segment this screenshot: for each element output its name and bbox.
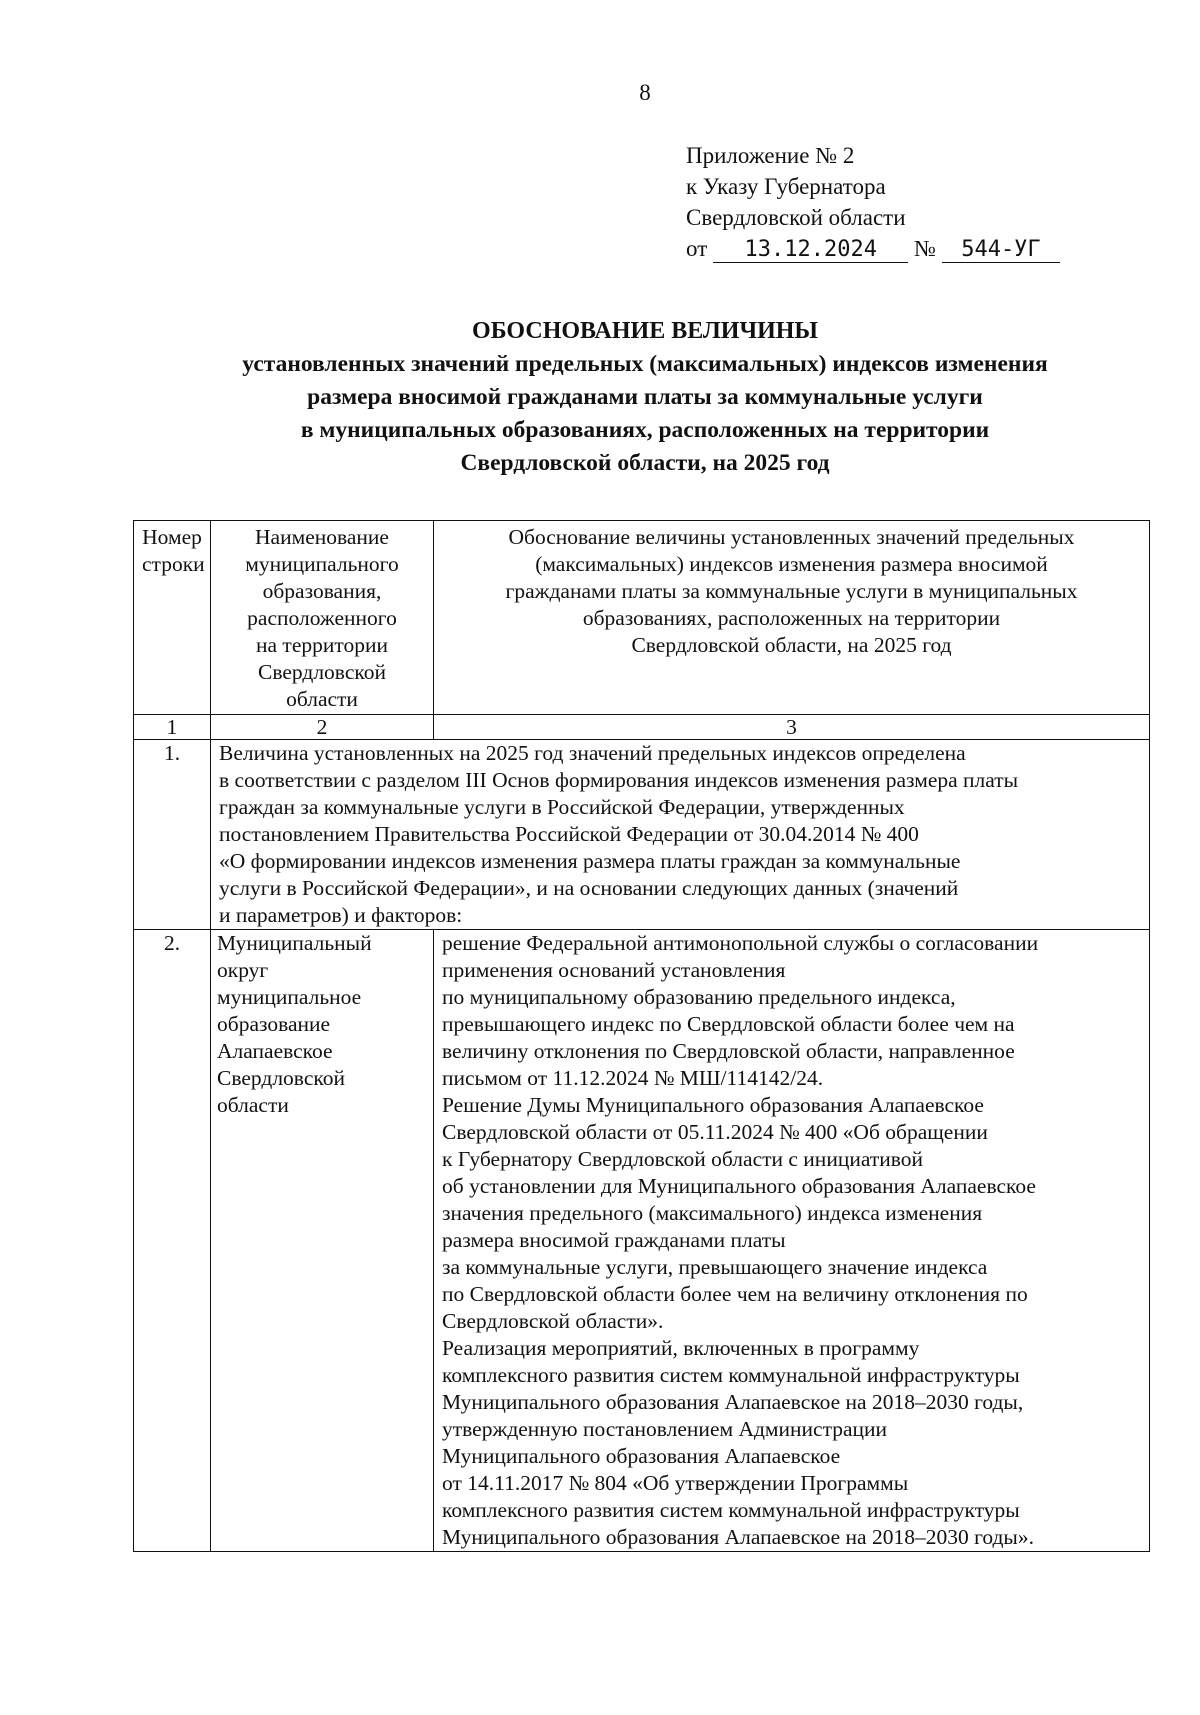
column-number: 1 [134,715,211,740]
table-header-row [134,521,1150,715]
title-line: в муниципальных образованиях, расположенных на территории [300,417,990,443]
title-line: Свердловской области, на 2025 год [460,450,830,476]
appendix-line-2: к Указу Губернатора [686,174,886,199]
justification-table [133,520,1150,1552]
justification-text: решение Федеральной антимонопольной службы о согласовании применения оснований установления по муниципальному образованию предельного индекса, превышающего индекс по Свердловской области более чем на величину отклонения по Свердловской области, направленное письмом от 11.12.2024 № МШ/114142/24. Решение Думы Муниципального образования Алапаевское Свердловской области от 05.11.2024 № 400 «Об обращении к Губернатору Свердловской области с инициативой об установлении для Муниципального образования Алапаевское значения предельного (максимального) индекса изменения размера вносимой гражданами платы за коммунальные услуги, превышающего значение индекса по Свердловской области более чем на величину отклонения по Свердловской области». Реализация мероприятий, включенных в программу комплексного развития систем коммунальной инфраструктуры Муниципального образования Алапаевское на 2018–2030 годы, утвержденную постановлением Администрации Муниципального образования Алапаевское от 14.11.2017 № 804 «Об утверждении Программы комплексного развития систем коммунальной инфраструктуры Муниципального образования Алапаевское на 2018–2030 годы». [434,930,1150,1552]
decree-number: 544-УГ [942,238,1060,263]
document-title [0,315,1200,480]
municipality-name: Муниципальный округ муниципальное образование Алапаевское Свердловской области [211,930,434,1552]
title-line: установленных значений предельных (максимальных) индексов изменения [242,351,1048,377]
appendix-line-1: Приложение № 2 [686,143,855,168]
column-numbers-row [134,715,1150,740]
row-text: Величина установленных на 2025 год значений предельных индексов определена в соответствии с разделом III Основ формирования индексов изменения размера платы граждан за коммунальные услуги в Российской Федерации, утвержденных постановлением Правительства Российской Федерации от 30.04.2014 № 400 «О формировании индексов изменения размера платы граждан за коммунальные услуги в Российской Федерации», и на основании следующих данных (значений и параметров) и факторов: [211,740,1150,930]
page-number: 8 [639,80,651,105]
table-row [134,930,1150,1552]
appendix-block [686,140,1060,264]
decree-date: 13.12.2024 [713,238,908,263]
row-number: 1. [134,740,211,930]
number-label: № [914,236,936,261]
title-main: ОБОСНОВАНИЕ ВЕЛИЧИНЫ [472,318,818,344]
column-number: 2 [211,715,434,740]
appendix-date-line [686,233,1060,264]
header-row-number: Номер строки [134,521,211,715]
header-justification: Обоснование величины установленных значений предельных (максимальных) индексов изменения размера вносимой гражданами платы за коммунальные услуги в муниципальных образованиях, расположенных на территории Свердловской области, на 2025 год [434,521,1150,715]
title-line: размера вносимой гражданами платы за коммунальные услуги [307,384,983,410]
table-row [134,740,1150,930]
column-number: 3 [434,715,1150,740]
row-number: 2. [134,930,211,1552]
appendix-line-3: Свердловской области [686,205,906,230]
from-label: от [686,236,708,261]
header-municipality-name: Наименование муниципального образования, расположенного на территории Свердловской области [211,521,434,715]
